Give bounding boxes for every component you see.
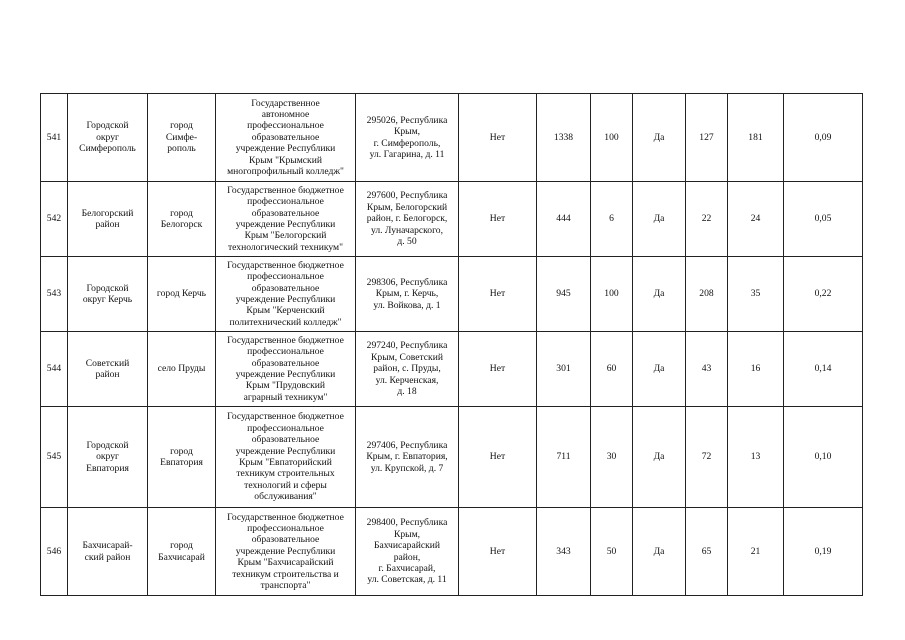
row-number: 546 [41,508,68,596]
table-row [41,94,863,182]
flag1-cell: Нет [459,508,537,596]
ratio-cell: 0,22 [784,257,863,332]
data-table [40,93,863,596]
address-cell: 295026, Республика Крым, г. Симферополь, ул. Гагарина, д. 11 [356,94,459,182]
value1-cell: 945 [537,257,591,332]
value3-cell: 22 [686,182,728,257]
flag2-cell: Да [633,508,686,596]
address-cell: 297600, Республика Крым, Белогорский район, г. Белогорск, ул. Луначарского, д. 50 [356,182,459,257]
flag1-cell: Нет [459,332,537,407]
value4-cell: 13 [728,407,784,508]
table-row [41,182,863,257]
value4-cell: 35 [728,257,784,332]
value1-cell: 711 [537,407,591,508]
table-row [41,257,863,332]
district-cell: Городской округ Евпатория [68,407,148,508]
table-row [41,407,863,508]
ratio-cell: 0,09 [784,94,863,182]
locality-cell: город Белогорск [148,182,216,257]
ratio-cell: 0,14 [784,332,863,407]
institution-cell: Государственное бюджетное профессиональное образовательное учреждение Республики Крым "Прудовский аграрный техникум" [216,332,356,407]
district-cell: Городской округ Симферополь [68,94,148,182]
value2-cell: 30 [591,407,633,508]
locality-cell: город Керчь [148,257,216,332]
locality-cell: город Симфе- рополь [148,94,216,182]
row-number: 543 [41,257,68,332]
value3-cell: 43 [686,332,728,407]
value2-cell: 6 [591,182,633,257]
flag1-cell: Нет [459,182,537,257]
institution-cell: Государственное автономное профессиональное образовательное учреждение Республики Крым "Крымский многопрофильный колледж" [216,94,356,182]
value1-cell: 301 [537,332,591,407]
value1-cell: 444 [537,182,591,257]
address-cell: 298306, Республика Крым, г. Керчь, ул. Войкова, д. 1 [356,257,459,332]
district-cell: Городской округ Керчь [68,257,148,332]
address-cell: 297406, Республика Крым, г. Евпатория, ул. Крупской, д. 7 [356,407,459,508]
flag2-cell: Да [633,182,686,257]
value4-cell: 181 [728,94,784,182]
value2-cell: 100 [591,94,633,182]
table-row [41,508,863,596]
value4-cell: 21 [728,508,784,596]
value4-cell: 16 [728,332,784,407]
value3-cell: 72 [686,407,728,508]
value3-cell: 65 [686,508,728,596]
value4-cell: 24 [728,182,784,257]
value1-cell: 1338 [537,94,591,182]
flag1-cell: Нет [459,94,537,182]
flag2-cell: Да [633,257,686,332]
value3-cell: 208 [686,257,728,332]
institution-cell: Государственное бюджетное профессиональное образовательное учреждение Республики Крым "Керченский политехнический колледж" [216,257,356,332]
address-cell: 297240, Республика Крым, Советский район, с. Пруды, ул. Керченская, д. 18 [356,332,459,407]
row-number: 542 [41,182,68,257]
flag1-cell: Нет [459,257,537,332]
institution-cell: Государственное бюджетное профессиональное образовательное учреждение Республики Крым "Бахчисарайский техникум строительства и транспорта" [216,508,356,596]
flag1-cell: Нет [459,407,537,508]
row-number: 541 [41,94,68,182]
flag2-cell: Да [633,94,686,182]
district-cell: Белогорский район [68,182,148,257]
value2-cell: 100 [591,257,633,332]
value2-cell: 50 [591,508,633,596]
ratio-cell: 0,05 [784,182,863,257]
flag2-cell: Да [633,407,686,508]
value1-cell: 343 [537,508,591,596]
ratio-cell: 0,19 [784,508,863,596]
institution-cell: Государственное бюджетное профессиональное образовательное учреждение Республики Крым "Евпаторийский техникум строительных технологий и сферы обслуживания" [216,407,356,508]
row-number: 545 [41,407,68,508]
institution-cell: Государственное бюджетное профессиональное образовательное учреждение Республики Крым "Белогорский технологический техникум" [216,182,356,257]
ratio-cell: 0,10 [784,407,863,508]
flag2-cell: Да [633,332,686,407]
value3-cell: 127 [686,94,728,182]
district-cell: Бахчисарай- ский район [68,508,148,596]
row-number: 544 [41,332,68,407]
table-row [41,332,863,407]
address-cell: 298400, Республика Крым, Бахчисарайский район, г. Бахчисарай, ул. Советская, д. 11 [356,508,459,596]
locality-cell: село Пруды [148,332,216,407]
value2-cell: 60 [591,332,633,407]
locality-cell: город Бахчисарай [148,508,216,596]
district-cell: Советский район [68,332,148,407]
locality-cell: город Евпатория [148,407,216,508]
